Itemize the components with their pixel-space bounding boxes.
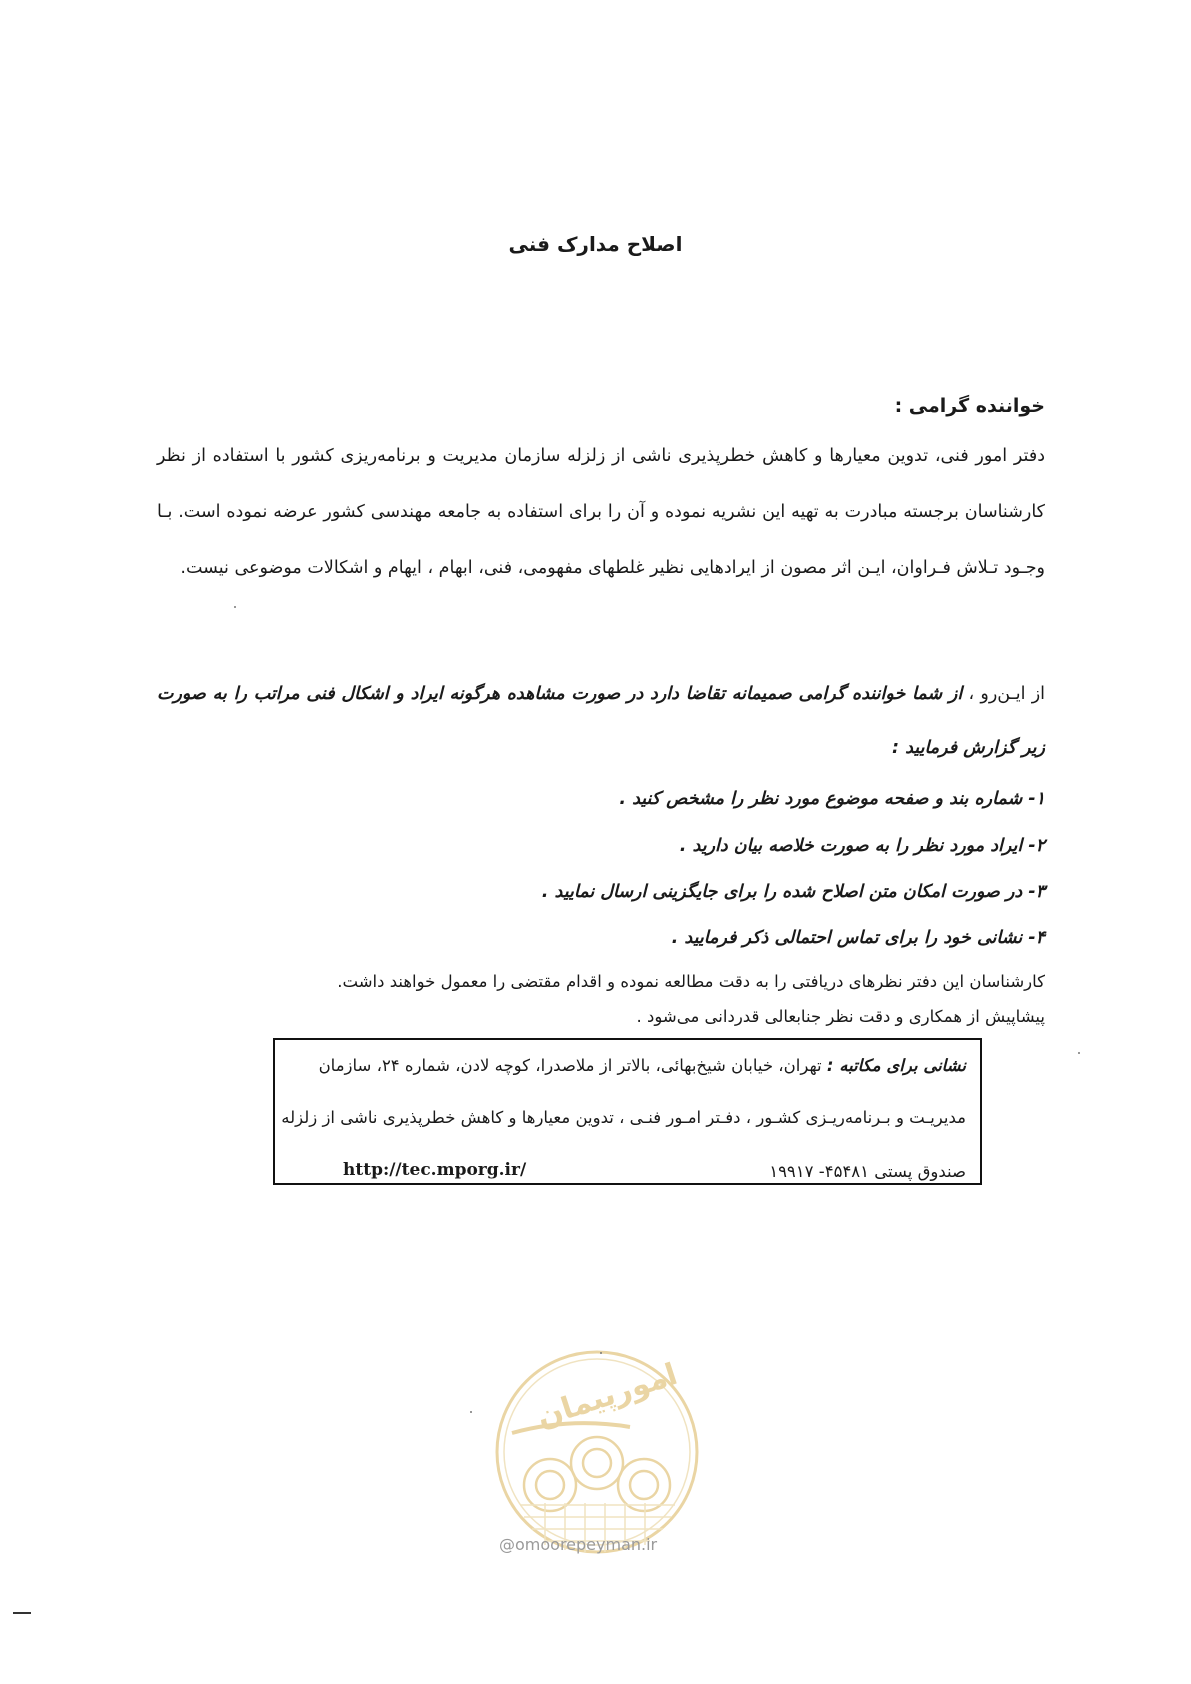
speck (470, 1411, 472, 1413)
list-item: ۲- ایراد مورد نظر را به صورت خلاصه بیان دارید . (679, 836, 1045, 856)
list-item: ۴- نشانی خود را برای تماس احتمالی ذکر فرمایید . (671, 928, 1045, 948)
speck (234, 606, 236, 608)
request-text: از شما خواننده گرامی صمیمانه تقاضا دارد در صورت مشاهده هرگونه ایراد و اشکال فنی مراتب را به صورت زیر گزارش فرمایید : (157, 684, 1045, 758)
list-item: ۳- در صورت امکان متن اصلاح شده را برای جایگزینی ارسال نمایید . (541, 882, 1045, 902)
request-lead: از ایـن‌رو ، (962, 684, 1046, 704)
speck (600, 1352, 602, 1354)
closing-line: کارشناسان این دفتر نظرهای دریافتی را به دقت مطالعه نموده و اقدام مقتضی را معمول خواهند داشت. (337, 972, 1045, 991)
address-line-1 (319, 1056, 966, 1075)
speck (1078, 1052, 1080, 1054)
address-box (273, 1038, 982, 1185)
address-label: نشانی برای مکاتبه : (826, 1056, 966, 1075)
list-item: ۱- شماره بند و صفحه موضوع مورد نظر را مشخص کنید . (619, 789, 1045, 809)
page-edge-mark (13, 1612, 31, 1614)
document-title: اصلاح مدارک فنی (508, 232, 683, 256)
salutation: خواننده گرامی : (894, 395, 1045, 417)
website-url[interactable]: http://tec.mporg.ir/ (343, 1160, 527, 1180)
closing-thanks: پیشاپیش از همکاری و دقت نظر جنابعالی قدردانی می‌شود . (636, 1007, 1045, 1026)
address-street: تهران، خیابان شیخ‌بهائی، بالاتر از ملاصدرا، کوچه لادن، شماره ۲۴، سازمان (318, 1056, 827, 1075)
omoorepeyman-logo (490, 1345, 705, 1560)
postbox: صندوق پستی ۴۵۴۸۱- ۱۹۹۱۷ (769, 1162, 966, 1181)
logo-lettering: امورپیمان (532, 1356, 682, 1436)
intro-paragraph: دفتر امور فنی، تدوین معیارها و کاهش خطرپذیری ناشی از زلزله سازمان مدیریت و برنامه‌ریزی کشور با استفاده از نظر کارشناسان برجسته مبادرت به تهیه این نشریه نموده و آن را برای استفاده به جامعه مهندسی کشور عرضه نموده است. بـا وجـود تـلاش فـراوان، ایـن اثر مصون از ایرادهایی نظیر غلطهای مفهومی، فنی، ابهام ، ایهام و اشکالات موضوعی نیست. (157, 446, 1045, 578)
watermark-site: @omoorepeyman.ir (499, 1535, 658, 1554)
request-paragraph (157, 667, 1045, 775)
address-line-2: مدیریـت و بـرنامه‌ریـزی کشـور ، دفـتر امـور فنـی ، تدوین معیارها و کاهش خطرپذیری ناشی از زلزله (281, 1108, 966, 1127)
